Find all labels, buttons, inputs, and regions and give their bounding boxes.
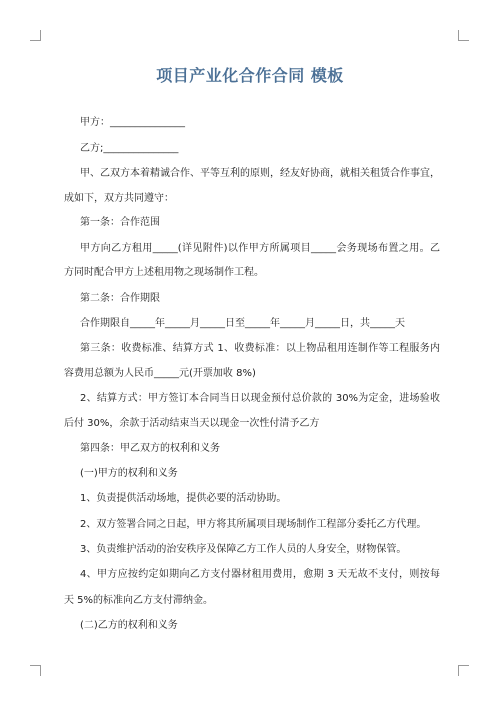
- intro-line-2: 成如下，双方共同遵守：: [64, 193, 174, 204]
- settlement-line-2: 后付 30%，余款于活动结束当天以现金一次性付清予乙方: [64, 418, 320, 429]
- crop-mark-top-right: [458, 30, 469, 41]
- article-2-body: 合作期限自_____年_____月_____日至_____年_____月_____日，共_____天: [80, 318, 405, 329]
- section-a-item-4-line-2: 天 5%的标准向乙方支付滞纳金。: [64, 595, 214, 606]
- section-a-item-1: 1、负责提供活动场地，提供必要的活动协助。: [80, 493, 287, 504]
- crop-mark-bottom-right: [458, 665, 469, 676]
- article-3-line-2: 容费用总额为人民币_____元(开票加收 8%): [64, 368, 256, 379]
- party-b-line: 乙方;_______________: [80, 143, 179, 154]
- section-b-title: (二)乙方的权利和义务: [80, 620, 178, 631]
- article-4-title: 第四条：甲乙双方的权利和义务: [80, 443, 220, 454]
- section-a-title: (一)甲方的权利和义务: [80, 468, 178, 479]
- section-a-item-3: 3、负责维护活动的治安秩序及保障乙方工作人员的人身安全，财物保管。: [80, 544, 407, 555]
- section-a-item-4-line-1: 4、甲方应按约定如期向乙方支付器材租用费用，愈期 3 天无故不支付，则按每: [80, 569, 440, 580]
- section-a-item-2: 2、双方签署合同之日起，甲方将其所属项目现场制作工程部分委托乙方代理。: [80, 519, 427, 530]
- crop-mark-top-left: [30, 30, 41, 41]
- article-3-line-1: 第三条：收费标准、结算方式 1、收费标准：以上物品租用连制作等工程服务内: [80, 343, 440, 354]
- crop-mark-bottom-left: [30, 665, 41, 676]
- article-2-title: 第二条：合作期限: [80, 293, 160, 304]
- article-1-title: 第一条：合作范围: [80, 217, 160, 228]
- document-title: 项目产业化合作合同 模板: [156, 66, 344, 85]
- settlement-line-1: 2、结算方式：甲方签订本合同当日以现金预付总价款的 30%为定金，进场验收: [80, 393, 440, 404]
- article-1-line-2: 方同时配合甲方上述租用物之现场制作工程。: [64, 267, 264, 278]
- party-a-line: 甲方：_______________: [80, 117, 185, 128]
- intro-line-1: 甲、乙双方本着精诚合作、平等互利的原则，经友好协商，就相关租赁合作事宜，: [80, 168, 440, 179]
- article-1-line-1: 甲方向乙方租用_____(详见附件)以作甲方所属项目_____会务现场布置之用。乙: [80, 243, 440, 254]
